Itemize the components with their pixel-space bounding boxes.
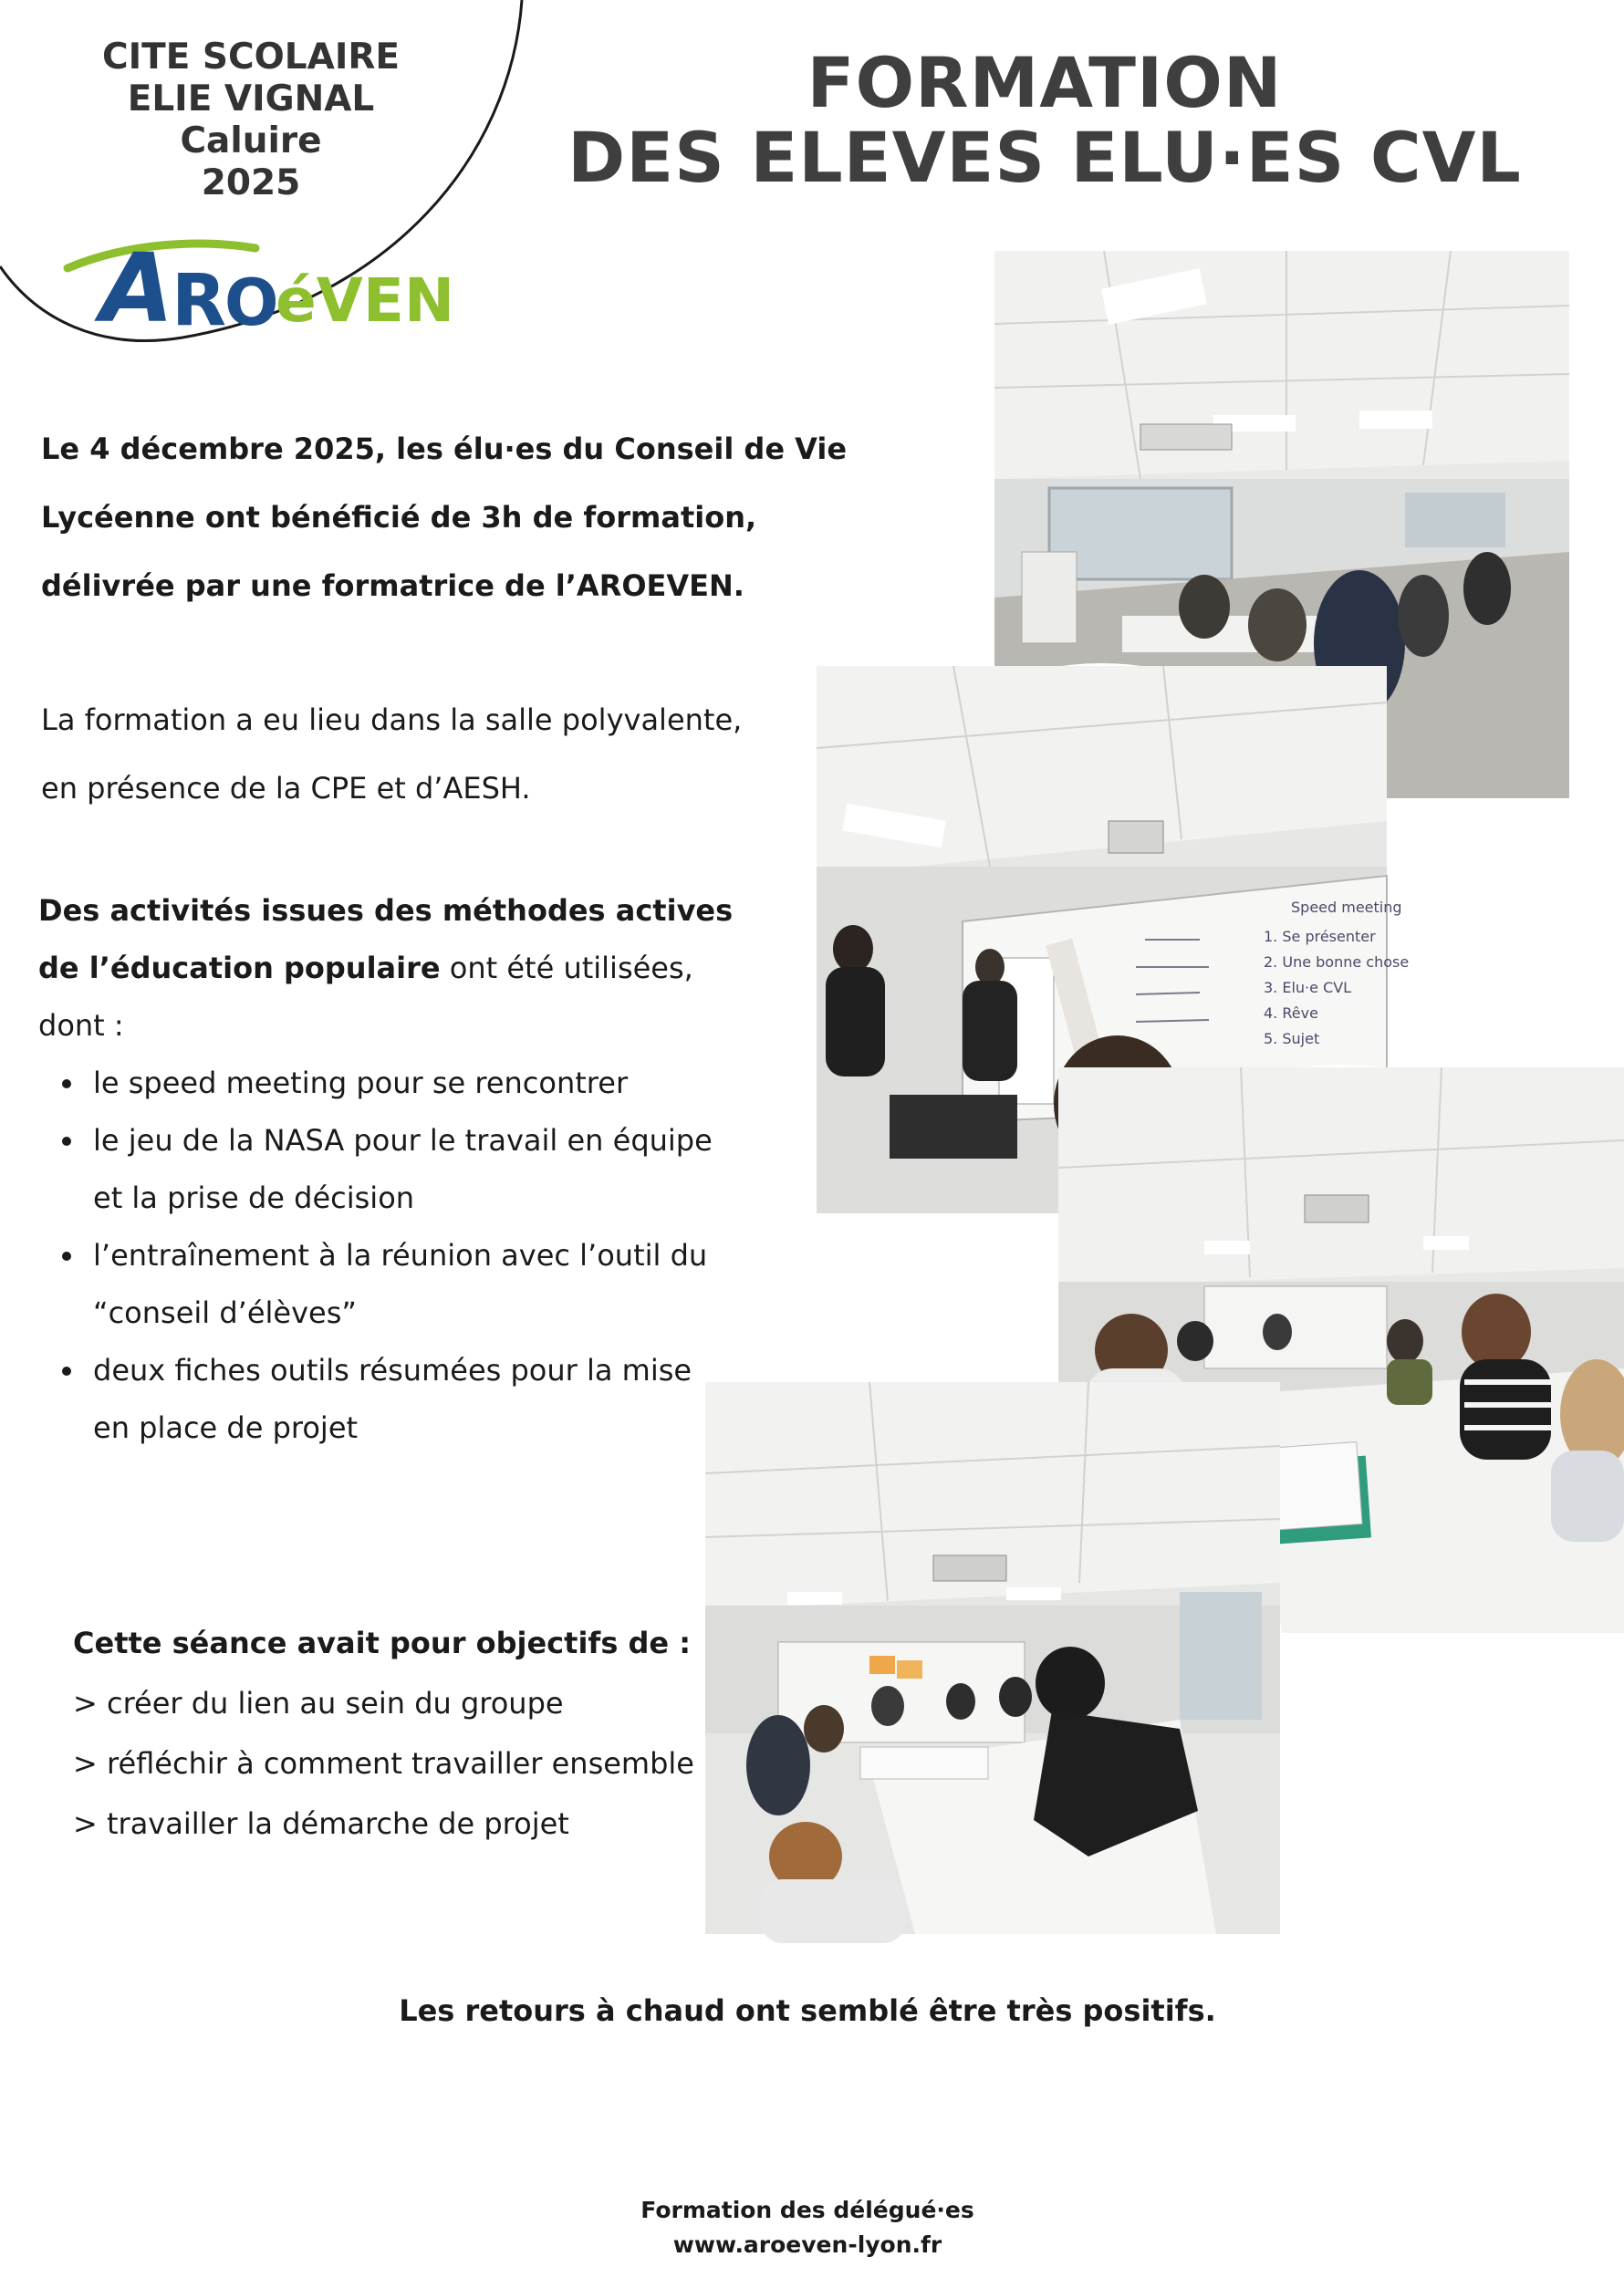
list-item-line: deux fiches outils résumées pour la mise	[93, 1353, 692, 1388]
list-item	[55, 1227, 732, 1342]
svg-text:A: A	[100, 233, 174, 344]
venue-line: en présence de la CPE et d’AESH.	[41, 771, 531, 806]
school-line: ELIE VIGNAL	[127, 78, 375, 120]
title-line: DES ELEVES ELU·ES CVL	[567, 117, 1522, 198]
page-title	[547, 42, 1542, 198]
activities-section	[38, 882, 732, 1457]
list-item-line: le speed meeting pour se rencontrer	[93, 1066, 629, 1100]
objective-item: > créer du lien au sein du groupe	[73, 1686, 564, 1721]
school-name	[82, 36, 420, 204]
activities-list	[38, 1055, 732, 1457]
list-item-line: l’entraînement à la réunion avec l’outil du	[93, 1238, 708, 1273]
activities-line: dont :	[38, 1008, 124, 1043]
whiteboard-text: 5. Sujet	[1264, 1030, 1320, 1047]
whiteboard-text: Speed meeting	[1291, 899, 1402, 916]
footer	[0, 2193, 1615, 2262]
activities-text: ont été utilisées,	[440, 951, 693, 985]
objectives-section	[73, 1613, 748, 1854]
list-item	[55, 1055, 732, 1112]
list-item-line: et la prise de décision	[93, 1180, 415, 1215]
feedback-text: Les retours à chaud ont semblé être très positifs.	[399, 1993, 1216, 2028]
school-line: 2025	[201, 162, 301, 203]
list-item	[55, 1342, 732, 1457]
whiteboard-text: 2. Une bonne chose	[1264, 953, 1410, 971]
list-item-line: le jeu de la NASA pour le travail en équipe	[93, 1123, 713, 1158]
venue-line: La formation a eu lieu dans la salle polyvalente,	[41, 702, 743, 737]
objectives-heading: Cette séance avait pour objectifs de :	[73, 1626, 692, 1660]
footer-link: www.aroeven-lyon.fr	[672, 2231, 942, 2258]
intro-paragraph	[41, 415, 848, 620]
activities-line	[38, 940, 732, 997]
objective-item: > réfléchir à comment travailler ensemble	[73, 1746, 694, 1781]
intro-line: délivrée par une formatrice de l’AROEVEN.	[41, 568, 744, 603]
svg-text:R: R	[172, 260, 227, 342]
activities-bold-text: de l’éducation populaire	[38, 951, 441, 985]
aroeven-logo	[64, 212, 455, 344]
footer-title: Formation des délégué·es	[640, 2197, 974, 2223]
title-line: FORMATION	[807, 42, 1283, 123]
objective-item: > travailler la démarche de projet	[73, 1806, 569, 1841]
list-item-line: en place de projet	[93, 1410, 359, 1445]
whiteboard-text: 1. Se présenter	[1264, 928, 1376, 945]
svg-text:éVEN: éVEN	[276, 265, 455, 336]
svg-text:O: O	[224, 265, 279, 340]
venue-paragraph	[41, 686, 742, 823]
list-item-line: “conseil d’élèves”	[93, 1295, 357, 1330]
school-line: Caluire	[180, 120, 322, 161]
school-line: CITE SCOLAIRE	[101, 36, 401, 78]
intro-line: Le 4 décembre 2025, les élu·es du Conseil de Vie	[41, 432, 848, 466]
whiteboard-text: 4. Rêve	[1264, 1004, 1318, 1022]
list-item	[55, 1112, 732, 1227]
intro-line: Lycéenne ont bénéficié de 3h de formation,	[41, 500, 757, 535]
activities-line: Des activités issues des méthodes actives	[38, 893, 734, 928]
whiteboard-text: 3. Elu·e CVL	[1264, 979, 1352, 996]
classroom-photo-4	[705, 1382, 1280, 1934]
